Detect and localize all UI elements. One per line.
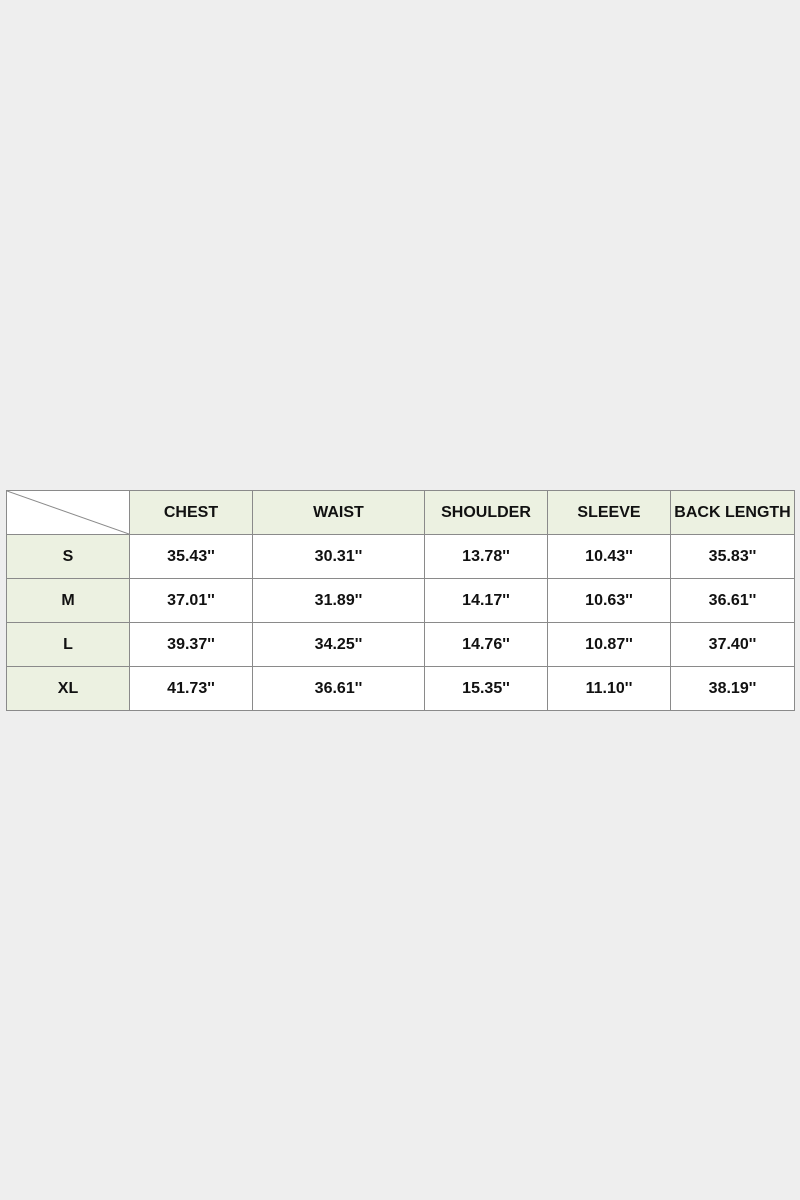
table-cell: 10.63'': [548, 579, 671, 623]
row-header-size: L: [7, 623, 130, 667]
table-cell: 36.61'': [253, 667, 425, 711]
table-row: [7, 535, 795, 579]
table-row: [7, 623, 795, 667]
corner-cell: [7, 491, 130, 535]
column-header-sleeve: SLEEVE: [548, 491, 671, 535]
size-chart-table: [6, 490, 795, 711]
table-cell: 35.43'': [130, 535, 253, 579]
table-cell: 10.43'': [548, 535, 671, 579]
table-cell: 34.25'': [253, 623, 425, 667]
row-header-size: M: [7, 579, 130, 623]
table-cell: 14.76'': [425, 623, 548, 667]
table-cell: 11.10'': [548, 667, 671, 711]
table-cell: 14.17'': [425, 579, 548, 623]
column-header-chest: CHEST: [130, 491, 253, 535]
table-cell: 15.35'': [425, 667, 548, 711]
table-cell: 31.89'': [253, 579, 425, 623]
table-cell: 37.01'': [130, 579, 253, 623]
table-cell: 13.78'': [425, 535, 548, 579]
column-header-shoulder: SHOULDER: [425, 491, 548, 535]
column-header-back-length: BACK LENGTH: [671, 491, 795, 535]
table-row: [7, 667, 795, 711]
table-row: [7, 579, 795, 623]
table-cell: 35.83'': [671, 535, 795, 579]
header-row: [7, 491, 795, 535]
diagonal-divider: [7, 491, 129, 534]
table-cell: 30.31'': [253, 535, 425, 579]
table-cell: 37.40'': [671, 623, 795, 667]
table-cell: 41.73'': [130, 667, 253, 711]
row-header-size: S: [7, 535, 130, 579]
column-header-waist: WAIST: [253, 491, 425, 535]
table-cell: 39.37'': [130, 623, 253, 667]
table-cell: 36.61'': [671, 579, 795, 623]
table-cell: 10.87'': [548, 623, 671, 667]
table-cell: 38.19'': [671, 667, 795, 711]
row-header-size: XL: [7, 667, 130, 711]
